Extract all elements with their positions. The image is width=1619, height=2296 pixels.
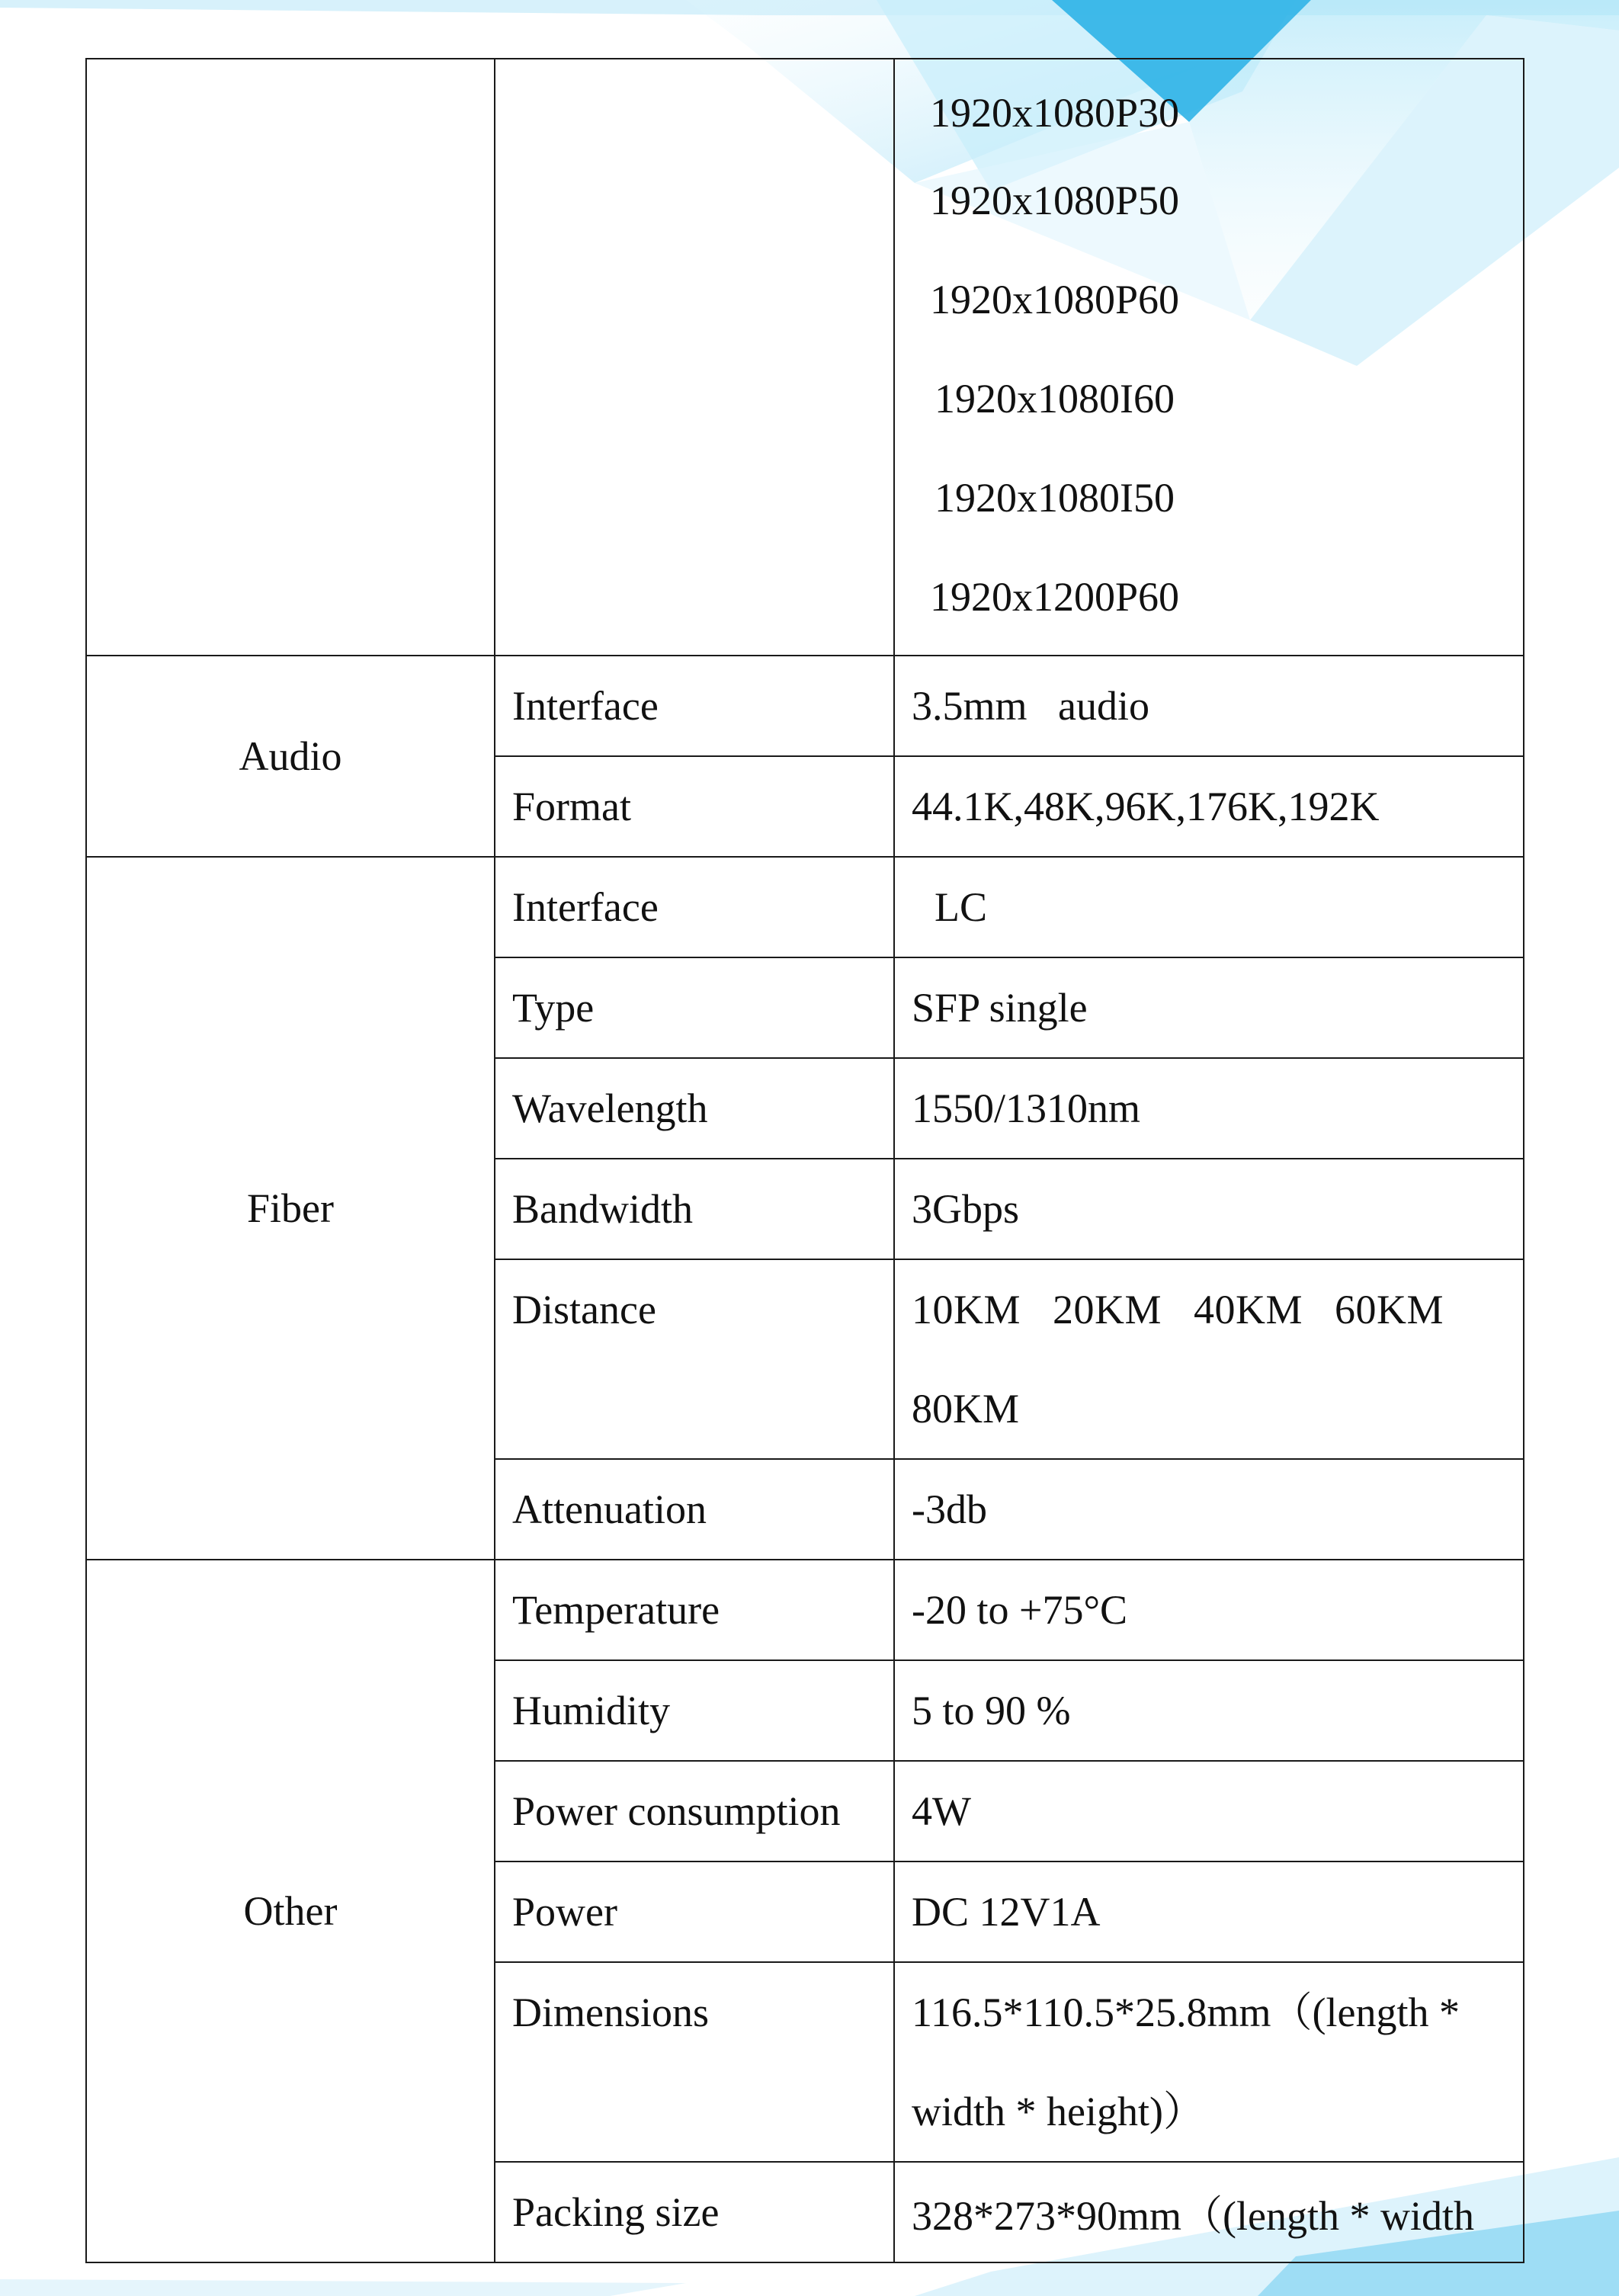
param-value: [894, 1962, 1524, 2162]
param-value-line: width * height)）: [912, 2089, 1204, 2134]
param-value: [894, 1259, 1524, 1459]
param-label: Humidity: [495, 1660, 894, 1761]
param-label: Bandwidth: [495, 1159, 894, 1259]
resolution-item: 1920x1080I60: [935, 376, 1175, 422]
param-label-text: Dimensions: [512, 1990, 710, 2035]
param-value-line: 10KM 20KM 40KM 60KM: [912, 1287, 1444, 1332]
param-value-line: 116.5*110.5*25.8mm（(length *: [912, 1990, 1460, 2035]
param-value: 4W: [894, 1761, 1524, 1861]
param-label: Type: [495, 957, 894, 1058]
param-value: -3db: [894, 1459, 1524, 1560]
resolution-item: 1920x1080P30: [930, 90, 1180, 136]
resolution-continuation-row: [86, 59, 1524, 656]
param-label: Format: [495, 756, 894, 857]
param-value: 328*273*90mm（(length * width: [894, 2162, 1524, 2262]
resolution-item: 1920x1080P50: [930, 178, 1180, 223]
param-value: 5 to 90 %: [894, 1660, 1524, 1761]
param-label-text: Distance: [512, 1287, 656, 1332]
category-other: Other: [86, 1560, 495, 2262]
param-value: 1550/1310nm: [894, 1058, 1524, 1159]
param-value: 3.5mm audio: [894, 656, 1524, 756]
resolution-item: 1920x1080I50: [935, 475, 1175, 521]
param-label: Interface: [495, 656, 894, 756]
param-label: Wavelength: [495, 1058, 894, 1159]
category-fiber: Fiber: [86, 857, 495, 1560]
param-value: SFP single: [894, 957, 1524, 1058]
param-label: [495, 1259, 894, 1459]
resolution-item: 1920x1080P60: [930, 277, 1180, 322]
param-label: Packing size: [495, 2162, 894, 2262]
param-label: Interface: [495, 857, 894, 957]
param-label: Attenuation: [495, 1459, 894, 1560]
param-value: -20 to +75°C: [894, 1560, 1524, 1660]
param-label: Power consumption: [495, 1761, 894, 1861]
empty-parameter-cell: [495, 59, 894, 656]
param-value-line: 80KM: [912, 1386, 1020, 1432]
param-value: LC: [894, 857, 1524, 957]
resolution-item: 1920x1200P60: [930, 574, 1180, 620]
resolution-list: [894, 59, 1524, 656]
audio-row: [86, 656, 1524, 756]
other-row: [86, 1560, 1524, 1660]
param-value: DC 12V1A: [894, 1861, 1524, 1962]
param-label: Power: [495, 1861, 894, 1962]
param-label: [495, 1962, 894, 2162]
fiber-row: [86, 857, 1524, 957]
empty-category-cell: [86, 59, 495, 656]
spec-table: [85, 58, 1524, 2263]
category-audio: Audio: [86, 656, 495, 857]
param-value: 3Gbps: [894, 1159, 1524, 1259]
param-label: Temperature: [495, 1560, 894, 1660]
param-value: 44.1K,48K,96K,176K,192K: [894, 756, 1524, 857]
